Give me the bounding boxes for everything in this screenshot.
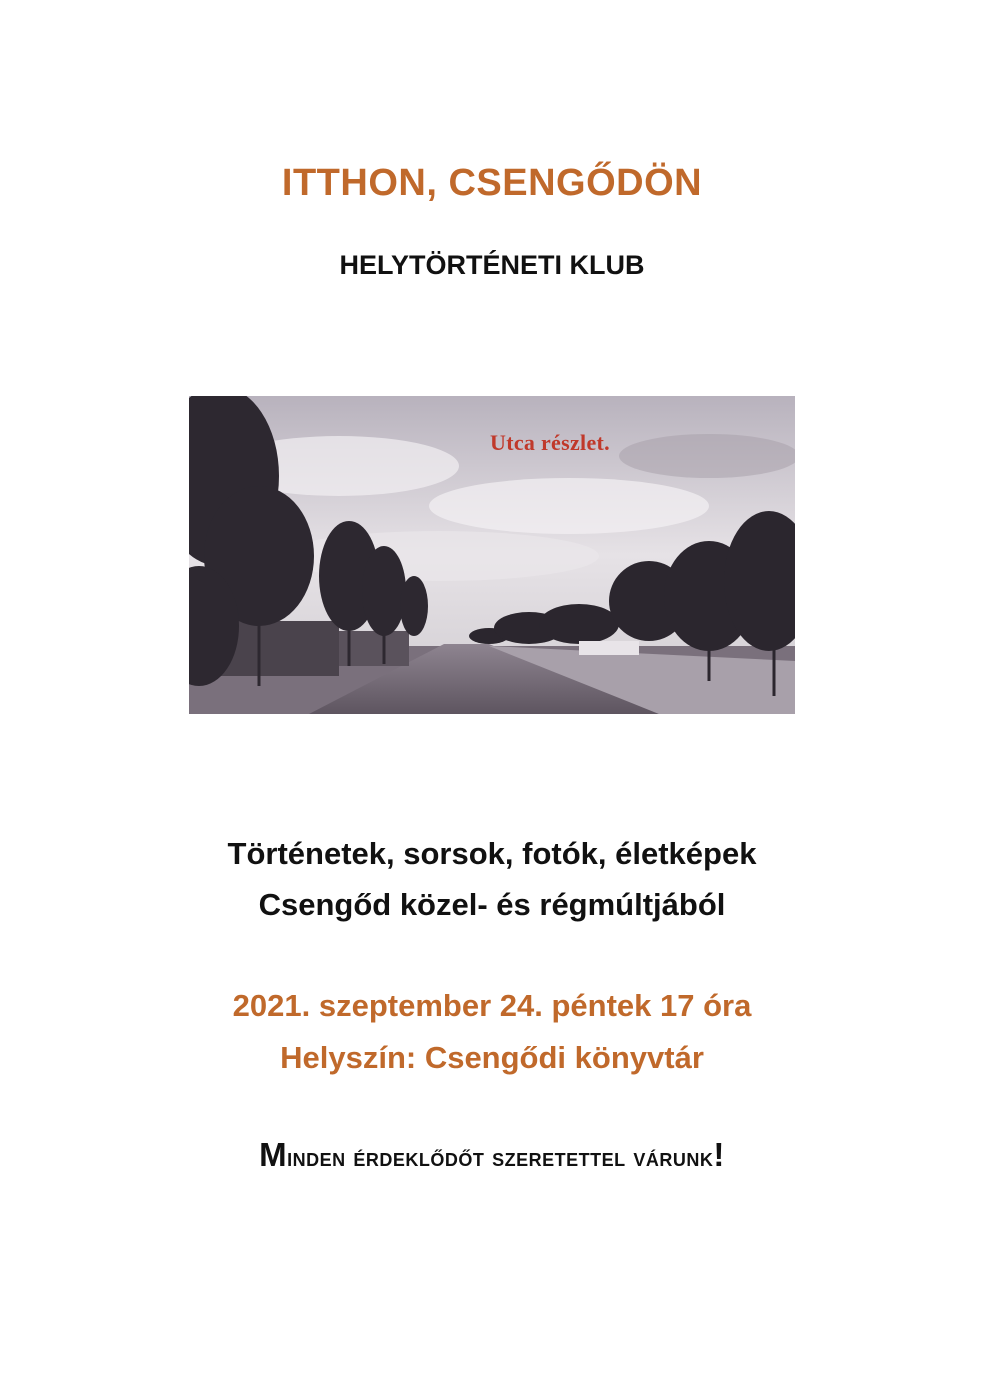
- description-line-2: Csengőd közel- és régmúltjából: [258, 887, 726, 922]
- event-details: [0, 980, 984, 1084]
- photo-caption: Utca részlet.: [490, 430, 610, 455]
- invitation-exclamation: !: [713, 1136, 725, 1173]
- invitation-text: [0, 1136, 984, 1174]
- invitation-initial: M: [259, 1136, 288, 1173]
- description-line-1: Történetek, sorsok, fotók, életképek: [227, 836, 757, 871]
- invitation-body: inden érdeklődőt szeretettel várunk: [287, 1142, 714, 1172]
- event-date: 2021. szeptember 24. péntek 17 óra: [232, 988, 752, 1023]
- description: [0, 828, 984, 930]
- event-location: Helyszín: Csengődi könyvtár: [280, 1040, 704, 1075]
- page-subtitle: HELYTÖRTÉNETI KLUB: [339, 250, 645, 280]
- page-title: ITTHON, CSENGŐDÖN: [281, 162, 703, 204]
